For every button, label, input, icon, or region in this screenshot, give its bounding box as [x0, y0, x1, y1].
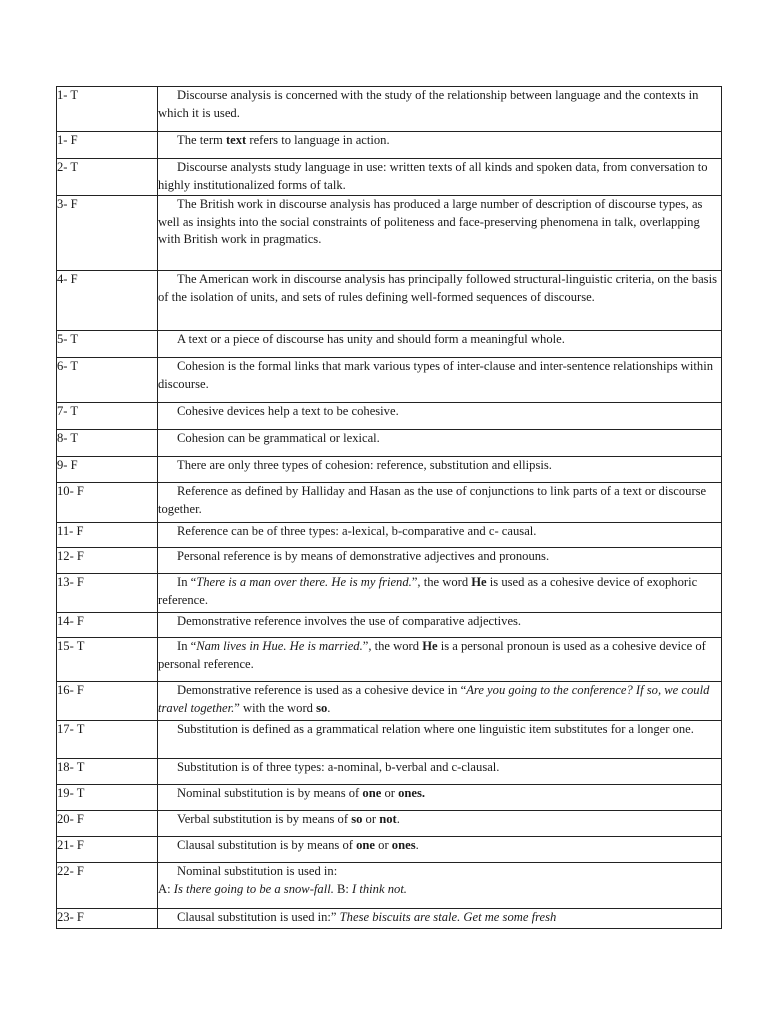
statement-cell	[158, 331, 722, 358]
statement-text	[158, 811, 721, 829]
table-row	[57, 759, 722, 785]
table-row	[57, 682, 722, 721]
statement-cell	[158, 721, 722, 759]
statement-cell	[158, 403, 722, 430]
question-number: 13- F	[57, 574, 158, 613]
statement-cell	[158, 574, 722, 613]
statement-cell	[158, 785, 722, 811]
italic-example: There is a man over there. He is my friend.	[196, 575, 412, 589]
text-segment: ”, the word	[411, 575, 472, 589]
question-number: 20- F	[57, 811, 158, 837]
statement-cell	[158, 638, 722, 682]
statement-text	[158, 909, 721, 927]
text-segment: ”, the word	[362, 639, 423, 653]
question-number: 3- F	[57, 196, 158, 271]
statement-cell	[158, 759, 722, 785]
italic-example: Is there going to be a snow-fall.	[173, 881, 334, 896]
question-number: 16- F	[57, 682, 158, 721]
question-number: 19- T	[57, 785, 158, 811]
question-number: 12- F	[57, 548, 158, 574]
question-number: 22- F	[57, 863, 158, 909]
table-row	[57, 457, 722, 483]
statement-cell	[158, 430, 722, 457]
text-segment: is used as a cohesive device of exophoric reference.	[158, 575, 698, 607]
statement-cell	[158, 548, 722, 574]
text-segment: Verbal substitution is by means of	[177, 812, 352, 826]
answer-table	[56, 86, 722, 929]
question-number: 11- F	[57, 523, 158, 548]
statement-text: Cohesion can be grammatical or lexical.	[177, 431, 380, 445]
statement-cell	[158, 159, 722, 196]
table-row	[57, 785, 722, 811]
statement-text: Cohesive devices help a text to be cohesive.	[177, 404, 399, 418]
table-row	[57, 430, 722, 457]
statement-cell	[158, 271, 722, 331]
statement-cell	[158, 837, 722, 863]
bold-term: so	[351, 812, 363, 826]
table-row	[57, 132, 722, 159]
text-segment: or	[375, 838, 392, 852]
text-segment: .	[415, 838, 419, 852]
statement-text: The British work in discourse analysis has produced a large number of description of discourse types, as well as insights into the social constraints of politeness and face-preserving phenomena in talk, overlapping with British work in pragmatics.	[158, 197, 703, 246]
text-segment: Clausal substitution is by means of	[177, 838, 357, 852]
question-number: 18- T	[57, 759, 158, 785]
text-segment: Demonstrative reference is used as a cohesive device in “	[177, 683, 467, 697]
table-row	[57, 523, 722, 548]
table-row	[57, 159, 722, 196]
question-number: 7- T	[57, 403, 158, 430]
question-number: 1- T	[57, 87, 158, 132]
statement-text: Substitution is of three types: a-nominal, b-verbal and c-clausal.	[177, 760, 500, 774]
statement-cell	[158, 87, 722, 132]
question-number: 6- T	[57, 358, 158, 403]
text-segment: Nominal substitution is used in:	[177, 864, 338, 878]
text-segment: A:	[158, 881, 174, 896]
bold-term: one	[356, 838, 375, 852]
statement-cell	[158, 196, 722, 271]
question-number: 2- T	[57, 159, 158, 196]
bold-term: text	[225, 133, 247, 147]
statement-text	[158, 132, 721, 150]
statement-text: Substitution is defined as a grammatical relation where one linguistic item substitutes for a longer one.	[177, 722, 694, 736]
statement-cell	[158, 613, 722, 638]
text-segment: or	[381, 786, 399, 800]
table-row	[57, 403, 722, 430]
table-row	[57, 837, 722, 863]
statement-text	[158, 785, 721, 803]
italic-example: Nam lives in Hue. He is married.	[196, 639, 363, 653]
text-segment: .	[396, 812, 400, 826]
statement-cell	[158, 358, 722, 403]
statement-cell	[158, 682, 722, 721]
text-segment: In “	[177, 575, 197, 589]
statement-text	[158, 574, 721, 609]
question-number: 15- T	[57, 638, 158, 682]
table-row	[57, 87, 722, 132]
statement-cell	[158, 457, 722, 483]
statement-text: Demonstrative reference involves the use of comparative adjectives.	[177, 614, 522, 628]
statement-cell	[158, 132, 722, 159]
statement-cell	[158, 909, 722, 929]
statement-text: Discourse analysis is concerned with the study of the relationship between language and the contexts in which it is used.	[158, 88, 699, 120]
text-segment: or	[362, 812, 380, 826]
italic-example: Are you going to the conference? If so, we could travel together.	[158, 683, 710, 715]
table-row	[57, 331, 722, 358]
statement-text	[158, 863, 721, 898]
statement-text	[158, 638, 721, 673]
table-row	[57, 811, 722, 837]
table-row	[57, 574, 722, 613]
statement-text: Discourse analysts study language in use: written texts of all kinds and spoken data, from conversation to highly institutionalized forms of talk.	[158, 160, 708, 192]
text-segment: In “	[177, 639, 197, 653]
question-number: 1- F	[57, 132, 158, 159]
statement-cell	[158, 483, 722, 523]
statement-text: Reference as defined by Halliday and Hasan as the use of conjunctions to link parts of a text or discourse together.	[158, 484, 707, 516]
question-number: 8- T	[57, 430, 158, 457]
statement-text: Cohesion is the formal links that mark various types of inter-clause and inter-sentence relationships within discourse.	[158, 359, 713, 391]
statement-cell	[158, 863, 722, 909]
text-segment: Nominal substitution is by means of	[177, 786, 363, 800]
question-number: 23- F	[57, 909, 158, 929]
question-number: 5- T	[57, 331, 158, 358]
question-number: 14- F	[57, 613, 158, 638]
statement-text	[158, 682, 721, 717]
text-segment: is a personal pronoun is used as a cohesive device of personal reference.	[158, 639, 706, 671]
statement-text: A text or a piece of discourse has unity and should form a meaningful whole.	[177, 332, 565, 346]
italic-example: These biscuits are stale. Get me some fresh	[339, 910, 557, 924]
bold-term: one	[362, 786, 382, 800]
table-row	[57, 271, 722, 331]
table-row	[57, 863, 722, 909]
bold-term: so	[316, 700, 328, 715]
table-row	[57, 483, 722, 523]
text-segment: B:	[333, 881, 353, 896]
bold-term: He	[471, 575, 487, 589]
bold-term: He	[422, 639, 438, 653]
question-number: 4- F	[57, 271, 158, 331]
bold-term: ones	[391, 838, 416, 852]
answer-table-body	[57, 87, 722, 929]
table-row	[57, 638, 722, 682]
table-row	[57, 358, 722, 403]
bold-term: ones.	[398, 786, 426, 800]
text-segment: refers to language in action.	[246, 133, 390, 147]
table-row	[57, 548, 722, 574]
statement-text: Reference can be of three types: a-lexical, b-comparative and c- causal.	[177, 524, 537, 538]
statement-text	[158, 837, 721, 855]
table-row	[57, 613, 722, 638]
table-row	[57, 721, 722, 759]
table-row	[57, 196, 722, 271]
bold-term: not	[379, 812, 397, 826]
statement-text: There are only three types of cohesion: reference, substitution and ellipsis.	[177, 458, 552, 472]
statement-cell	[158, 523, 722, 548]
text-segment: .	[327, 700, 331, 715]
question-number: 10- F	[57, 483, 158, 523]
text-segment: Clausal substitution is used in:”	[177, 910, 340, 924]
statement-text: The American work in discourse analysis has principally followed structural-linguistic criteria, on the basis of the isolation of units, and sets of rules defining well-formed sequences of discourse.	[158, 272, 717, 304]
table-row	[57, 909, 722, 929]
question-number: 17- T	[57, 721, 158, 759]
text-segment: ” with the word	[234, 700, 317, 715]
question-number: 9- F	[57, 457, 158, 483]
italic-example: I think not.	[352, 881, 407, 896]
question-number: 21- F	[57, 837, 158, 863]
statement-cell	[158, 811, 722, 837]
text-segment: The term	[177, 133, 226, 147]
statement-text: Personal reference is by means of demonstrative adjectives and pronouns.	[177, 549, 550, 563]
